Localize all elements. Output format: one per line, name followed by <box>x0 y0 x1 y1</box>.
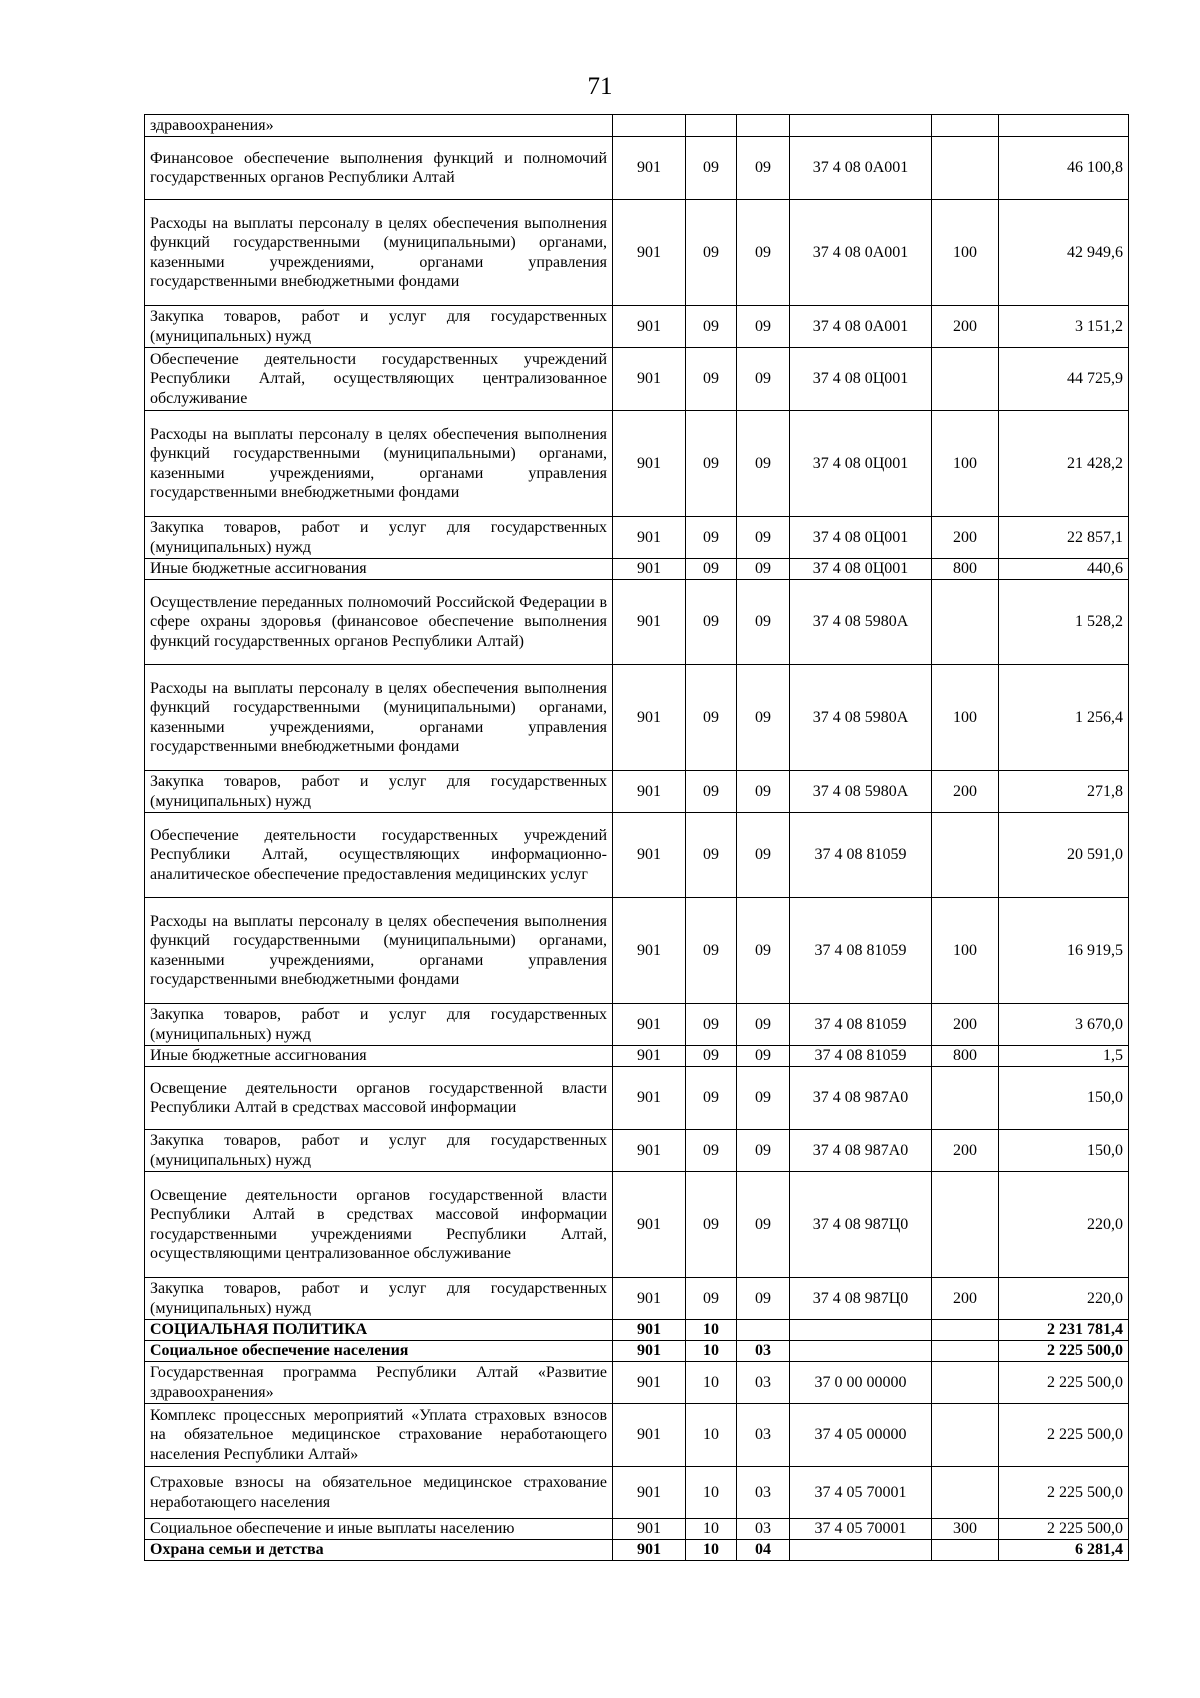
row-subsection-cell: 09 <box>737 517 790 559</box>
row-target-article-cell: 37 4 08 987Ц0 <box>790 1172 932 1278</box>
row-grbs-cell: 901 <box>613 580 686 665</box>
row-subsection-cell: 09 <box>737 348 790 411</box>
budget-table <box>144 114 1129 1561</box>
row-expense-type-cell <box>932 115 999 137</box>
row-target-article-cell: 37 4 08 5980А <box>790 580 932 665</box>
row-subsection-cell: 09 <box>737 1004 790 1046</box>
table-row <box>145 348 1129 411</box>
row-expense-type-cell <box>932 348 999 411</box>
row-amount-cell: 271,8 <box>999 771 1129 813</box>
row-grbs-cell: 901 <box>613 200 686 306</box>
row-amount-cell: 2 225 500,0 <box>999 1519 1129 1540</box>
row-expense-type-cell: 100 <box>932 200 999 306</box>
row-grbs-cell: 901 <box>613 1172 686 1278</box>
table-row <box>145 898 1129 1004</box>
row-section-cell: 10 <box>686 1320 737 1341</box>
row-grbs-cell: 901 <box>613 1320 686 1341</box>
table-row <box>145 137 1129 200</box>
row-expense-type-cell <box>932 1362 999 1404</box>
row-grbs-cell: 901 <box>613 306 686 348</box>
row-target-article-cell: 37 4 08 5980А <box>790 665 932 771</box>
row-subsection-cell: 09 <box>737 898 790 1004</box>
row-expense-type-cell: 200 <box>932 1278 999 1320</box>
row-amount-cell: 22 857,1 <box>999 517 1129 559</box>
row-expense-type-cell <box>932 1320 999 1341</box>
row-expense-type-cell: 800 <box>932 559 999 580</box>
row-section-cell: 09 <box>686 1130 737 1172</box>
row-section-cell: 09 <box>686 411 737 517</box>
row-amount-cell: 150,0 <box>999 1067 1129 1130</box>
row-grbs-cell: 901 <box>613 898 686 1004</box>
row-target-article-cell: 37 4 08 81059 <box>790 898 932 1004</box>
page-number: 71 <box>587 73 613 100</box>
row-target-article-cell: 37 0 00 00000 <box>790 1362 932 1404</box>
row-expense-type-cell: 200 <box>932 306 999 348</box>
row-section-cell: 10 <box>686 1341 737 1362</box>
table-row <box>145 1341 1129 1362</box>
row-grbs-cell: 901 <box>613 517 686 559</box>
row-target-article-cell: 37 4 08 0А001 <box>790 200 932 306</box>
row-amount-cell: 440,6 <box>999 559 1129 580</box>
row-amount-cell: 21 428,2 <box>999 411 1129 517</box>
row-subsection-cell: 03 <box>737 1341 790 1362</box>
row-subsection-cell: 09 <box>737 1278 790 1320</box>
row-name-cell: Финансовое обеспечение выполнения функций и полномочий государственных органов Республики Алтай <box>145 137 613 200</box>
table-row <box>145 306 1129 348</box>
row-expense-type-cell <box>932 813 999 898</box>
table-row <box>145 1278 1129 1320</box>
row-target-article-cell: 37 4 08 987А0 <box>790 1067 932 1130</box>
row-subsection-cell: 09 <box>737 306 790 348</box>
table-row <box>145 1404 1129 1467</box>
row-expense-type-cell: 100 <box>932 411 999 517</box>
row-name-cell: Закупка товаров, работ и услуг для государственных (муниципальных) нужд <box>145 1130 613 1172</box>
row-subsection-cell: 03 <box>737 1404 790 1467</box>
row-grbs-cell: 901 <box>613 1067 686 1130</box>
row-amount-cell: 1,5 <box>999 1046 1129 1067</box>
table-row <box>145 1519 1129 1540</box>
row-section-cell: 09 <box>686 665 737 771</box>
row-grbs-cell: 901 <box>613 1130 686 1172</box>
row-section-cell: 10 <box>686 1467 737 1519</box>
row-target-article-cell: 37 4 08 0Ц001 <box>790 517 932 559</box>
row-section-cell: 09 <box>686 1067 737 1130</box>
table-row <box>145 1362 1129 1404</box>
row-name-cell: Закупка товаров, работ и услуг для государственных (муниципальных) нужд <box>145 1278 613 1320</box>
row-subsection-cell: 09 <box>737 200 790 306</box>
row-subsection-cell: 09 <box>737 1046 790 1067</box>
row-name-cell: здравоохранения» <box>145 115 613 137</box>
row-amount-cell: 220,0 <box>999 1278 1129 1320</box>
row-name-cell: Обеспечение деятельности государственных учреждений Республики Алтай, осуществляющих централизованное обслуживание <box>145 348 613 411</box>
row-section-cell: 09 <box>686 517 737 559</box>
row-name-cell: Социальное обеспечение населения <box>145 1341 613 1362</box>
row-grbs-cell: 901 <box>613 1046 686 1067</box>
row-subsection-cell: 09 <box>737 813 790 898</box>
row-name-cell: Осуществление переданных полномочий Российской Федерации в сфере охраны здоровья (финансовое обеспечение выполнения функций государственных органов Республики Алтай) <box>145 580 613 665</box>
row-expense-type-cell: 200 <box>932 517 999 559</box>
row-subsection-cell: 09 <box>737 411 790 517</box>
row-grbs-cell: 901 <box>613 348 686 411</box>
row-subsection-cell <box>737 115 790 137</box>
row-grbs-cell <box>613 115 686 137</box>
row-grbs-cell: 901 <box>613 1404 686 1467</box>
row-section-cell: 09 <box>686 898 737 1004</box>
row-subsection-cell: 04 <box>737 1540 790 1561</box>
row-grbs-cell: 901 <box>613 1341 686 1362</box>
row-target-article-cell: 37 4 05 70001 <box>790 1519 932 1540</box>
table-row <box>145 1130 1129 1172</box>
row-amount-cell: 20 591,0 <box>999 813 1129 898</box>
row-section-cell: 09 <box>686 771 737 813</box>
row-target-article-cell: 37 4 08 81059 <box>790 813 932 898</box>
row-expense-type-cell: 200 <box>932 1004 999 1046</box>
row-amount-cell: 6 281,4 <box>999 1540 1129 1561</box>
row-expense-type-cell <box>932 1467 999 1519</box>
row-name-cell: СОЦИАЛЬНАЯ ПОЛИТИКА <box>145 1320 613 1341</box>
row-expense-type-cell <box>932 580 999 665</box>
row-grbs-cell: 901 <box>613 1362 686 1404</box>
row-name-cell: Иные бюджетные ассигнования <box>145 1046 613 1067</box>
row-grbs-cell: 901 <box>613 411 686 517</box>
row-expense-type-cell <box>932 137 999 200</box>
row-expense-type-cell: 200 <box>932 1130 999 1172</box>
row-name-cell: Комплекс процессных мероприятий «Уплата страховых взносов на обязательное медицинское страхование неработающего населения Республики Алтай» <box>145 1404 613 1467</box>
row-name-cell: Охрана семьи и детства <box>145 1540 613 1561</box>
row-target-article-cell <box>790 1320 932 1341</box>
row-expense-type-cell <box>932 1172 999 1278</box>
row-name-cell: Освещение деятельности органов государственной власти Республики Алтай в средствах массовой информации государственными учреждениями Республики Алтай, осуществляющими централизованное обслуживание <box>145 1172 613 1278</box>
row-section-cell: 09 <box>686 348 737 411</box>
row-target-article-cell: 37 4 08 987А0 <box>790 1130 932 1172</box>
table-row <box>145 580 1129 665</box>
table-row <box>145 517 1129 559</box>
row-target-article-cell: 37 4 08 81059 <box>790 1046 932 1067</box>
row-target-article-cell: 37 4 08 0А001 <box>790 306 932 348</box>
row-section-cell: 09 <box>686 306 737 348</box>
row-section-cell: 09 <box>686 137 737 200</box>
row-name-cell: Государственная программа Республики Алтай «Развитие здравоохранения» <box>145 1362 613 1404</box>
row-name-cell: Расходы на выплаты персоналу в целях обеспечения выполнения функций государственными (муниципальными) органами, казенными учреждениями, органами управления государственными внебюджетными фондами <box>145 200 613 306</box>
row-target-article-cell: 37 4 05 00000 <box>790 1404 932 1467</box>
row-amount-cell: 16 919,5 <box>999 898 1129 1004</box>
row-target-article-cell <box>790 115 932 137</box>
row-subsection-cell <box>737 1320 790 1341</box>
row-amount-cell: 44 725,9 <box>999 348 1129 411</box>
row-name-cell: Закупка товаров, работ и услуг для государственных (муниципальных) нужд <box>145 771 613 813</box>
row-section-cell: 10 <box>686 1540 737 1561</box>
row-target-article-cell: 37 4 08 0А001 <box>790 137 932 200</box>
row-amount-cell: 2 225 500,0 <box>999 1341 1129 1362</box>
row-name-cell: Расходы на выплаты персоналу в целях обеспечения выполнения функций государственными (муниципальными) органами, казенными учреждениями, органами управления государственными внебюджетными фондами <box>145 411 613 517</box>
row-name-cell: Закупка товаров, работ и услуг для государственных (муниципальных) нужд <box>145 517 613 559</box>
table-row <box>145 1320 1129 1341</box>
row-expense-type-cell <box>932 1341 999 1362</box>
row-name-cell: Социальное обеспечение и иные выплаты населению <box>145 1519 613 1540</box>
table-row <box>145 1540 1129 1561</box>
row-amount-cell: 3 670,0 <box>999 1004 1129 1046</box>
row-grbs-cell: 901 <box>613 665 686 771</box>
row-name-cell: Расходы на выплаты персоналу в целях обеспечения выполнения функций государственными (муниципальными) органами, казенными учреждениями, органами управления государственными внебюджетными фондами <box>145 898 613 1004</box>
table-row <box>145 771 1129 813</box>
row-grbs-cell: 901 <box>613 813 686 898</box>
row-section-cell: 09 <box>686 1172 737 1278</box>
row-section-cell: 10 <box>686 1404 737 1467</box>
row-grbs-cell: 901 <box>613 1004 686 1046</box>
row-amount-cell: 2 225 500,0 <box>999 1467 1129 1519</box>
row-expense-type-cell <box>932 1540 999 1561</box>
row-amount-cell: 46 100,8 <box>999 137 1129 200</box>
row-subsection-cell: 09 <box>737 137 790 200</box>
table-row <box>145 1467 1129 1519</box>
row-expense-type-cell: 200 <box>932 771 999 813</box>
row-expense-type-cell: 800 <box>932 1046 999 1067</box>
row-section-cell: 09 <box>686 200 737 306</box>
row-section-cell: 09 <box>686 580 737 665</box>
row-section-cell <box>686 115 737 137</box>
row-section-cell: 10 <box>686 1362 737 1404</box>
row-target-article-cell: 37 4 08 0Ц001 <box>790 411 932 517</box>
row-name-cell: Обеспечение деятельности государственных учреждений Республики Алтай, осуществляющих информационно-аналитическое обеспечение предоставления медицинских услуг <box>145 813 613 898</box>
row-subsection-cell: 09 <box>737 559 790 580</box>
row-grbs-cell: 901 <box>613 1540 686 1561</box>
row-amount-cell: 150,0 <box>999 1130 1129 1172</box>
row-name-cell: Расходы на выплаты персоналу в целях обеспечения выполнения функций государственными (муниципальными) органами, казенными учреждениями, органами управления государственными внебюджетными фондами <box>145 665 613 771</box>
row-grbs-cell: 901 <box>613 1278 686 1320</box>
row-target-article-cell: 37 4 08 987Ц0 <box>790 1278 932 1320</box>
row-name-cell: Страховые взносы на обязательное медицинское страхование неработающего населения <box>145 1467 613 1519</box>
row-subsection-cell: 09 <box>737 1130 790 1172</box>
row-expense-type-cell <box>932 1067 999 1130</box>
table-row <box>145 115 1129 137</box>
row-target-article-cell: 37 4 05 70001 <box>790 1467 932 1519</box>
row-grbs-cell: 901 <box>613 771 686 813</box>
row-grbs-cell: 901 <box>613 559 686 580</box>
row-grbs-cell: 901 <box>613 137 686 200</box>
row-subsection-cell: 03 <box>737 1362 790 1404</box>
row-amount-cell: 2 231 781,4 <box>999 1320 1129 1341</box>
row-expense-type-cell: 300 <box>932 1519 999 1540</box>
row-subsection-cell: 03 <box>737 1519 790 1540</box>
row-grbs-cell: 901 <box>613 1519 686 1540</box>
row-subsection-cell: 09 <box>737 771 790 813</box>
table-row <box>145 1172 1129 1278</box>
row-amount-cell <box>999 115 1129 137</box>
row-section-cell: 10 <box>686 1519 737 1540</box>
row-amount-cell: 2 225 500,0 <box>999 1362 1129 1404</box>
table-row <box>145 1046 1129 1067</box>
row-expense-type-cell: 100 <box>932 898 999 1004</box>
row-target-article-cell <box>790 1540 932 1561</box>
table-row <box>145 1004 1129 1046</box>
row-name-cell: Закупка товаров, работ и услуг для государственных (муниципальных) нужд <box>145 1004 613 1046</box>
table-row <box>145 665 1129 771</box>
row-target-article-cell: 37 4 08 0Ц001 <box>790 559 932 580</box>
row-subsection-cell: 03 <box>737 1467 790 1519</box>
row-amount-cell: 1 528,2 <box>999 580 1129 665</box>
row-target-article-cell <box>790 1341 932 1362</box>
row-subsection-cell: 09 <box>737 665 790 771</box>
row-subsection-cell: 09 <box>737 580 790 665</box>
row-section-cell: 09 <box>686 1278 737 1320</box>
row-amount-cell: 220,0 <box>999 1172 1129 1278</box>
row-amount-cell: 2 225 500,0 <box>999 1404 1129 1467</box>
row-section-cell: 09 <box>686 1046 737 1067</box>
row-target-article-cell: 37 4 08 0Ц001 <box>790 348 932 411</box>
row-subsection-cell: 09 <box>737 1172 790 1278</box>
row-target-article-cell: 37 4 08 81059 <box>790 1004 932 1046</box>
row-name-cell: Освещение деятельности органов государственной власти Республики Алтай в средствах массовой информации <box>145 1067 613 1130</box>
row-target-article-cell: 37 4 08 5980А <box>790 771 932 813</box>
row-expense-type-cell <box>932 1404 999 1467</box>
row-name-cell: Иные бюджетные ассигнования <box>145 559 613 580</box>
row-amount-cell: 3 151,2 <box>999 306 1129 348</box>
table-row <box>145 411 1129 517</box>
row-expense-type-cell: 100 <box>932 665 999 771</box>
row-section-cell: 09 <box>686 1004 737 1046</box>
row-amount-cell: 1 256,4 <box>999 665 1129 771</box>
row-section-cell: 09 <box>686 813 737 898</box>
table-row <box>145 559 1129 580</box>
table-row <box>145 200 1129 306</box>
row-section-cell: 09 <box>686 559 737 580</box>
table-row <box>145 1067 1129 1130</box>
row-grbs-cell: 901 <box>613 1467 686 1519</box>
table-row <box>145 813 1129 898</box>
row-subsection-cell: 09 <box>737 1067 790 1130</box>
row-amount-cell: 42 949,6 <box>999 200 1129 306</box>
row-name-cell: Закупка товаров, работ и услуг для государственных (муниципальных) нужд <box>145 306 613 348</box>
